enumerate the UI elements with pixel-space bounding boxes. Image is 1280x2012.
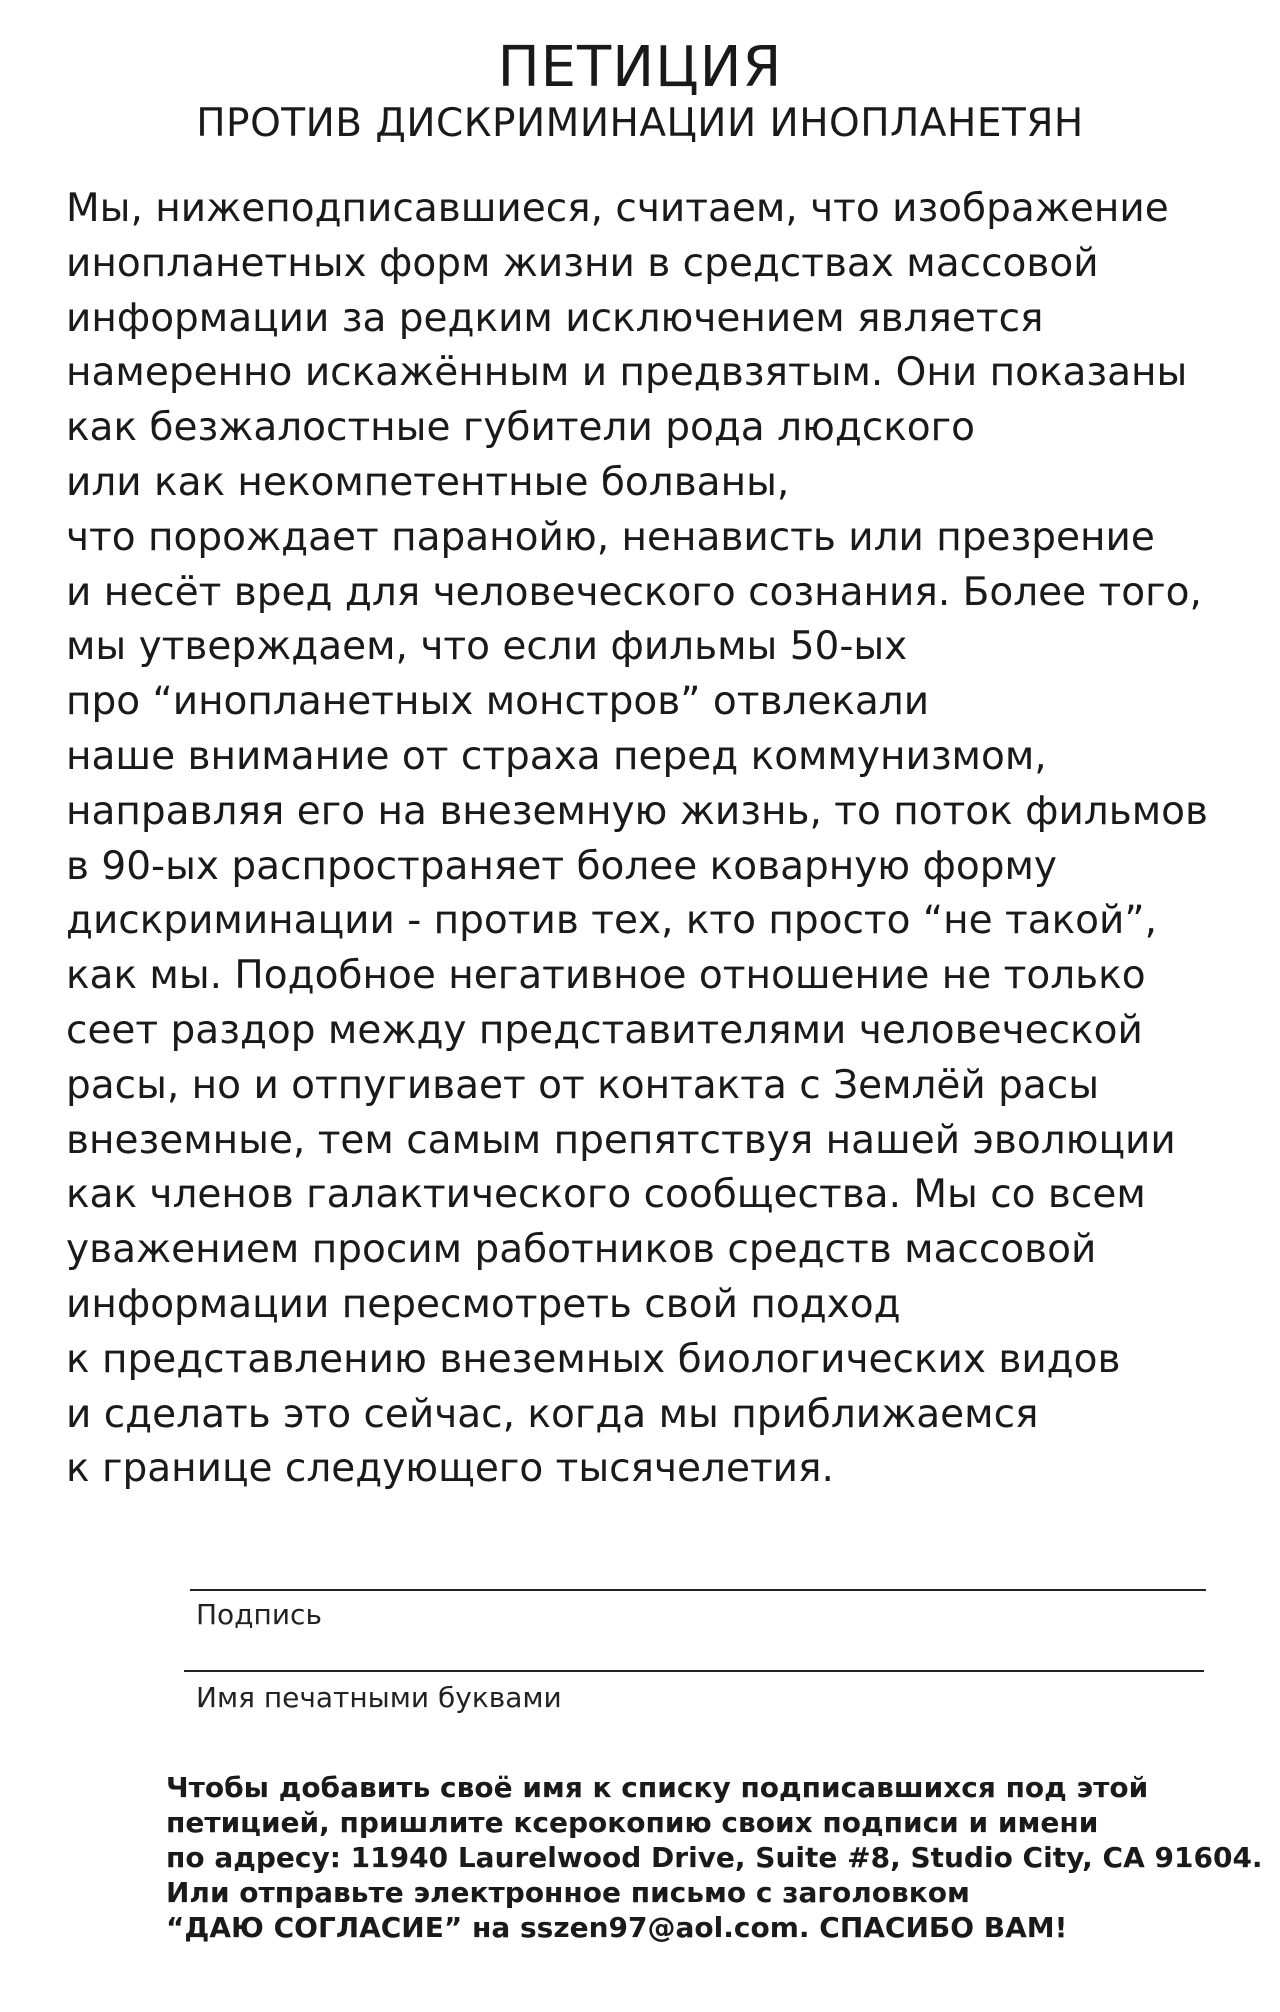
body-line: или как некомпетентные болваны, (66, 459, 790, 505)
signature-line[interactable] (190, 1589, 1206, 1591)
page-title: ПЕТИЦИЯ (497, 35, 783, 100)
body-line: уважением просим работников средств массовой (66, 1227, 1097, 1273)
footer-line: петицией, пришлите ксерокопию своих подписи и имени (166, 1806, 1099, 1839)
body-line: в 90-ых распространяет более коварную форму (66, 843, 1057, 889)
body-line: инопланетных форм жизни в средствах массовой (66, 240, 1099, 286)
body-line: как членов галактического сообщества. Мы со всем (66, 1172, 1146, 1218)
printed-name-label: Имя печатными буквами (196, 1681, 562, 1714)
footer-line: Или отправьте электронное письмо с заголовком (166, 1876, 970, 1909)
signature-label: Подпись (196, 1598, 322, 1631)
body-line: и сделать это сейчас, когда мы приближаемся (66, 1391, 1039, 1437)
body-line: информации за редким исключением является (66, 295, 1044, 341)
body-line: направляя его на внеземную жизнь, то поток фильмов (66, 788, 1208, 834)
body-line: про “инопланетных монстров” отвлекали (66, 679, 930, 725)
body-line: намеренно искажённым и предвзятым. Они показаны (66, 350, 1188, 396)
body-line: к представлению внеземных биологических видов (66, 1336, 1121, 1382)
body-line: Мы, нижеподписавшиеся, считаем, что изображение (66, 186, 1169, 231)
body-line: мы утверждаем, что если фильмы 50-ых (66, 624, 908, 670)
body-line: наше внимание от страха перед коммунизмом, (66, 733, 1047, 779)
footer-instructions (166, 1770, 1266, 1945)
body-line: как безжалостные губители рода людского (66, 405, 976, 451)
body-line: и несёт вред для человеческого сознания. Более того, (66, 569, 1202, 615)
footer-line: по адресу: 11940 Laurelwood Drive, Suite #8, Studio City, CA 91604. (166, 1841, 1263, 1874)
footer-line: Чтобы добавить своё имя к списку подписавшихся под этой (166, 1771, 1149, 1804)
body-line: как мы. Подобное негативное отношение не только (66, 953, 1146, 999)
body-line: внеземные, тем самым препятствуя нашей эволюции (66, 1117, 1176, 1163)
body-line: к границе следующего тысячелетия. (66, 1446, 834, 1492)
body-line: дискриминации - против тех, кто просто “не такой”, (66, 898, 1157, 944)
body-line: что порождает паранойю, ненависть или презрение (66, 514, 1155, 560)
footer-line: “ДАЮ СОГЛАСИЕ” на sszen97@aol.com. СПАСИБО ВАМ! (166, 1911, 1068, 1944)
body-line: информации пересмотреть свой подход (66, 1281, 901, 1327)
page-subtitle: ПРОТИВ ДИСКРИМИНАЦИИ ИНОПЛАНЕТЯН (196, 101, 1084, 146)
printed-name-line[interactable] (184, 1670, 1204, 1672)
petition-body (66, 182, 1266, 1497)
body-line: сеет раздор между представителями человеческой (66, 1007, 1143, 1053)
body-line: расы, но и отпугивает от контакта с Землёй расы (66, 1062, 1100, 1108)
